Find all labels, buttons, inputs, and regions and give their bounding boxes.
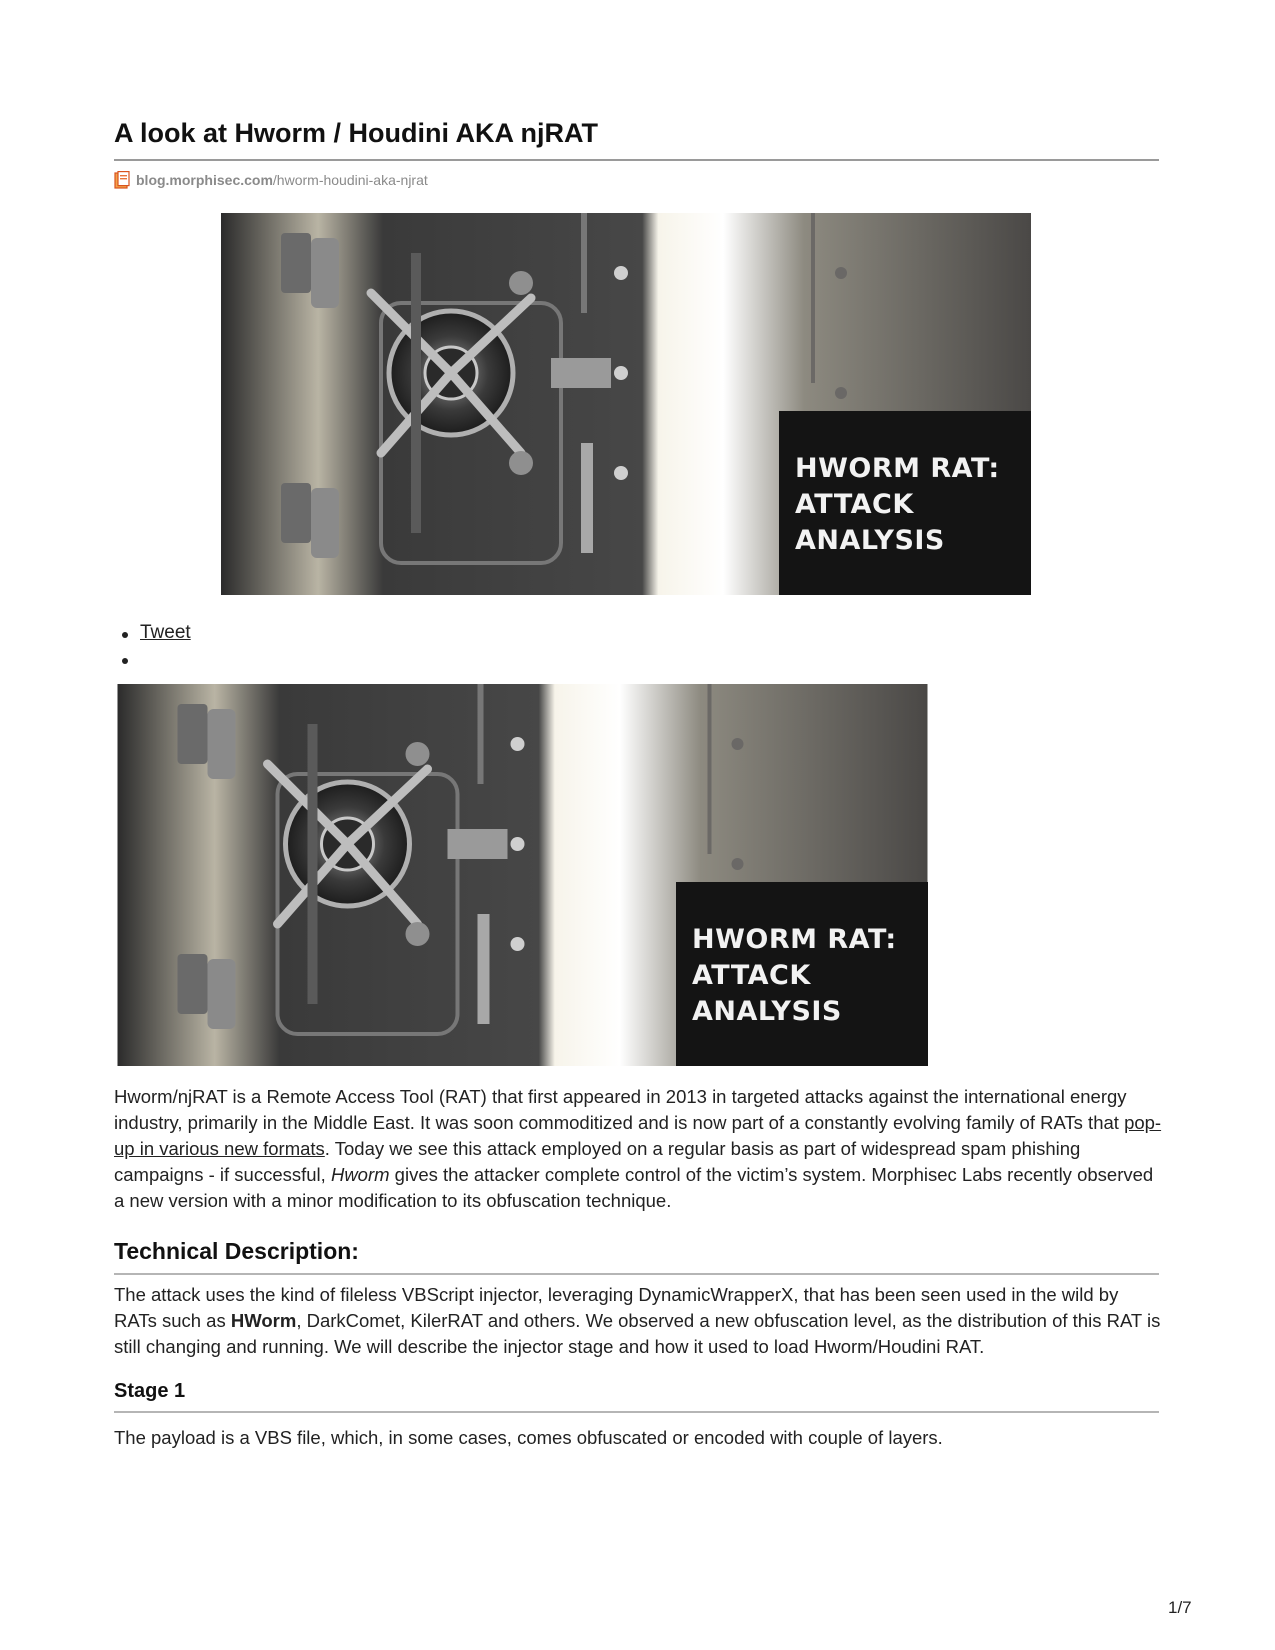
hero-caption-line-2: ATTACK [795,489,914,520]
stage1-paragraph: The payload is a VBS file, which, in some cases, comes obfuscated or encoded with couple of layers. [114,1427,943,1448]
formats-link[interactable]: pop-up in various new formats [114,1112,1162,1159]
hero-caption-line-1: HWORM RAT: [692,924,897,955]
page-number: 1/7 [1168,1598,1192,1617]
list-item [140,648,191,674]
technical-text-1: The attack uses the kind of fileless VBScript injector, leveraging DynamicWrapperX, that has been seen used in the wild by RATs such as [114,1284,1119,1331]
tweet-link[interactable]: Tweet [140,622,191,643]
article-image [117,684,928,1066]
source-link[interactable] [114,170,428,190]
technical-heading: Technical Description: [114,1238,1159,1275]
intro-text-2: . Today we see this attack employed on a regular basis as part of widespread spam phishing campaigns - if successful, [114,1138,1081,1185]
hero-caption-line-3: ANALYSIS [795,525,945,556]
hero-image [221,213,1031,595]
hero-caption-line-1: HWORM RAT: [795,453,1000,484]
hworm-italic: Hworm [330,1164,390,1185]
document-icon [114,171,130,189]
technical-text-2: , DarkComet, KilerRAT and others. We observed a new obfuscation level, as the distribution of this RAT is still changing and running. We will describe the injector stage and how it used to load Hworm/Houdini RAT. [114,1310,1161,1357]
source-path: /hworm-houdini-aka-njrat [272,172,428,188]
list-item [140,622,191,648]
technical-paragraph [114,1282,1164,1360]
source-domain: blog.morphisec.com [136,172,273,188]
intro-paragraph [114,1084,1164,1214]
hero-caption-line-2: ATTACK [692,960,811,991]
hworm-bold: HWorm [230,1310,297,1331]
hero-caption-box [779,411,1031,595]
article-caption-box [676,882,928,1066]
hero-caption-line-3: ANALYSIS [692,996,842,1027]
intro-text-3: gives the attacker complete control of the victim’s system. Morphisec Labs recently observed a new version with a minor modification to its obfuscation technique. [114,1164,1154,1211]
page-title: A look at Hworm / Houdini AKA njRAT [114,118,1159,161]
intro-text-1: Hworm/njRAT is a Remote Access Tool (RAT) that first appeared in 2013 in targeted attacks against the international energy industry, primarily in the Middle East. It was soon commoditized and is now part of a constantly evolving family of RATs that [114,1086,1127,1133]
stage1-heading: Stage 1 [114,1380,1159,1413]
share-list [140,622,191,674]
